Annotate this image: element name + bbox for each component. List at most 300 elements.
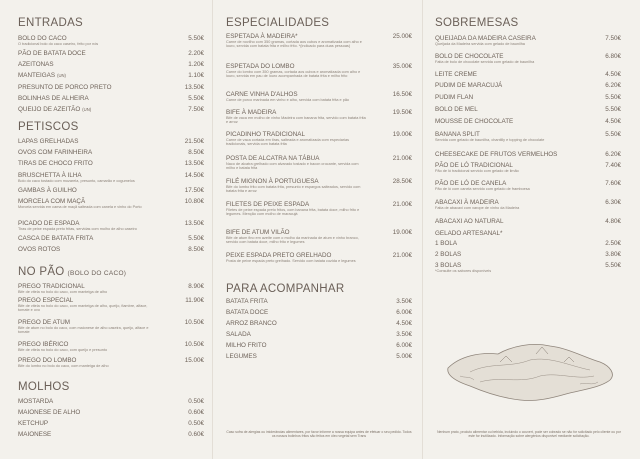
menu-item-row (18, 409, 204, 416)
menu-item-name: PREGO DO LOMBO (18, 357, 77, 364)
fold-line-left (212, 0, 213, 459)
menu-item-name-wrap (226, 298, 268, 305)
menu-item-name-wrap (435, 106, 478, 113)
menu-item (18, 283, 204, 294)
menu-item (18, 220, 204, 231)
menu-item-description: Carne de porco marinada em vinho e alho, servida com batata frita e pão (226, 98, 350, 102)
menu-item-row (435, 94, 621, 101)
menu-item-description: Bife de vitela no bolo do caco, com manteiga de alho (18, 290, 108, 294)
menu-item-row (435, 131, 621, 138)
menu-item-name-wrap (435, 35, 536, 42)
menu-item-name-wrap (18, 35, 67, 42)
menu-item-name-wrap (18, 297, 73, 304)
menu-item-name: MOSTARDA (18, 398, 54, 405)
menu-item-name-wrap (226, 131, 305, 138)
menu-item-price: 2.50€ (605, 240, 621, 247)
menu-item-name-wrap (226, 63, 294, 70)
menu-item-name: OVOS ROTOS (18, 246, 61, 253)
menu-item (435, 106, 621, 113)
menu-item-name-wrap (226, 178, 319, 185)
menu-item (18, 138, 204, 145)
menu-item (435, 199, 621, 210)
menu-item-price: 8.50€ (188, 149, 204, 156)
menu-item-description: Bife do lombo frito com batata frita, presunto e espargos salteados, servido com batata frita e arroz (226, 185, 361, 194)
menu-item-price: 4.50€ (605, 71, 621, 78)
menu-item-name: SALADA (226, 331, 251, 338)
menu-item (226, 309, 412, 316)
menu-item-row (435, 35, 621, 42)
menu-item (18, 198, 204, 209)
menu-item-name: FILÉ MIGNON À PORTUGUESA (226, 178, 319, 185)
menu-item-name-wrap (226, 33, 298, 40)
menu-item-name: BRUSCHETTA À ILHA (18, 172, 82, 179)
menu-item (226, 320, 412, 327)
menu-item-price: 7.40€ (605, 162, 621, 169)
menu-item-name: BATATA DOCE (226, 309, 269, 316)
menu-item-name-wrap (435, 262, 461, 269)
menu-item-price: 5.50€ (188, 35, 204, 42)
menu-item (226, 33, 412, 49)
menu-item-price: 8.90€ (188, 283, 204, 290)
menu-item-name-wrap (18, 409, 80, 416)
menu-item-price: 25.00€ (392, 33, 412, 40)
menu-item-name: MANTEIGAS (18, 72, 56, 79)
menu-item-row (18, 106, 204, 113)
menu-item-description: Bife do lombo no bolo do caco, com manteiga de alho (18, 364, 109, 368)
menu-item (18, 246, 204, 253)
menu-item-price: 13.50€ (184, 160, 204, 167)
menu-item-row (226, 109, 412, 116)
menu-item-row (435, 71, 621, 78)
menu-item-price: 4.50€ (605, 118, 621, 125)
menu-item-price: 4.80€ (605, 218, 621, 225)
menu-item-name-wrap (226, 342, 266, 349)
menu-item-name-wrap (226, 309, 268, 316)
menu-item (18, 297, 204, 313)
menu-item-name-wrap (435, 151, 557, 158)
menu-item (226, 91, 412, 102)
section-heading (18, 381, 70, 393)
menu-item-row (18, 297, 204, 304)
menu-item-name: MAIONESE DE ALHO (18, 409, 81, 416)
section-title: ESPECIALIDADES (226, 17, 330, 29)
menu-item (435, 162, 621, 173)
section-title: PARA ACOMPANHAR (226, 283, 345, 295)
menu-item-price: 6.30€ (605, 199, 621, 206)
menu-item-row (226, 309, 412, 316)
menu-item-row (18, 283, 204, 290)
menu-item-price: 5.00€ (396, 353, 412, 360)
menu-item-name: PRESUNTO DE PORCO PRETO (18, 84, 112, 91)
menu-item-price: 21.00€ (392, 252, 412, 259)
menu-item (226, 229, 412, 245)
menu-item-row (435, 180, 621, 187)
menu-item-name-wrap (18, 84, 112, 91)
menu-item-price: 19.00€ (392, 229, 412, 236)
menu-item-price: 16.50€ (392, 91, 412, 98)
menu-item-name: PÃO DE LÓ TRADICIONAL (435, 162, 513, 169)
menu-item-row (18, 160, 204, 167)
menu-item-name: QUEIJADA DA MADEIRA CASEIRA (435, 35, 536, 42)
menu-item-name: BIFE DE ATUM VILÃO (226, 229, 290, 236)
menu-item-name-wrap (18, 149, 92, 156)
menu-item (18, 35, 204, 46)
menu-item-name-wrap (226, 320, 277, 327)
menu-item-name: FILETES DE PEIXE ESPADA (226, 201, 310, 208)
menu-item (18, 409, 204, 416)
menu-item-price: 0.60€ (188, 409, 204, 416)
menu-item-name: ARROZ BRANCO (226, 320, 277, 327)
menu-item (435, 218, 621, 225)
menu-item-row (226, 33, 412, 40)
menu-item-price: 6.80€ (605, 53, 621, 60)
menu-item-description: Pão de ló com canela servido com gelado de framboesa (435, 187, 530, 191)
menu-item-row (226, 342, 412, 349)
menu-item-name: LEITE CREME (435, 71, 477, 78)
menu-item-name-wrap (435, 82, 502, 89)
menu-item-row (18, 431, 204, 438)
menu-item (18, 235, 204, 242)
menu-item-name-wrap (18, 172, 82, 179)
menu-item-name-wrap (18, 95, 89, 102)
menu-item-name-wrap (18, 50, 86, 57)
menu-item-name: 1 BOLA (435, 240, 458, 247)
menu-item-price: 5.50€ (605, 94, 621, 101)
menu-item-name: PUDIM FLAN (435, 94, 474, 101)
menu-item-name: PÃO DE BATATA DOCE (18, 50, 86, 57)
menu-item-name: QUEIJO DE AZEITÃO (18, 106, 81, 113)
menu-item-name: AZEITONAS (18, 61, 54, 68)
menu-item-row (18, 235, 204, 242)
menu-item-name: PREGO DE ATUM (18, 319, 71, 326)
menu-item-row (226, 331, 412, 338)
menu-item-price: 3.80€ (605, 251, 621, 258)
menu-item (18, 106, 204, 113)
menu-item-row (18, 187, 204, 194)
menu-item-row (435, 162, 621, 169)
section-heading (18, 121, 79, 133)
menu-item-name-wrap (435, 251, 461, 258)
menu-item-name-wrap (435, 118, 513, 125)
menu-item (18, 84, 204, 91)
section-title: PETISCOS (18, 121, 79, 133)
menu-item-description: Pão de ló tradicional servido com gelado de limão (435, 169, 519, 173)
menu-item-name: PICADINHO TRADICIONAL (226, 131, 305, 138)
menu-item-row (435, 53, 621, 60)
menu-item (435, 131, 621, 142)
menu-item-price: 13.50€ (184, 220, 204, 227)
menu-item-name: PÃO DE LÓ DE CANELA (435, 180, 507, 187)
menu-item-name-wrap (226, 155, 319, 162)
menu-item-name-wrap (18, 319, 70, 326)
menu-item-name-wrap (18, 61, 54, 68)
menu-item (435, 53, 621, 64)
menu-item-name-wrap (226, 331, 251, 338)
menu-item-row (18, 95, 204, 102)
menu-item-row (18, 246, 204, 253)
menu-item-price: 0.60€ (188, 431, 204, 438)
menu-item-name: 3 BOLAS (435, 262, 462, 269)
menu-item-name: GAMBAS À GUILHO (18, 187, 77, 194)
menu-item-name-wrap (18, 187, 77, 194)
menu-item-price: 11.90€ (185, 297, 204, 304)
menu-item (18, 357, 204, 368)
menu-item-description: Bife de atum no bolo do caco, com maionese de alho caseira, queijo, alface e tomate (18, 326, 149, 335)
menu-item-name-wrap (18, 420, 48, 427)
menu-item-name-wrap (435, 53, 503, 60)
menu-item (435, 94, 621, 101)
menu-item-row (226, 320, 412, 327)
menu-item-row (435, 82, 621, 89)
menu-item-row (18, 198, 204, 205)
menu-item-row (226, 131, 412, 138)
section-heading (226, 17, 329, 29)
menu-item-price: 6.00€ (396, 342, 412, 349)
menu-item-price: 6.20€ (605, 82, 621, 89)
menu-item-description: Carne do lombo com 350 gramas, cortada aos cubos e aromatizada com alho e louro, servida em pau de louro acompanhada de batata frita e milho frito (226, 70, 361, 79)
menu-item (226, 131, 412, 147)
menu-item-name: KETCHUP (18, 420, 49, 427)
menu-item-name-wrap (435, 71, 477, 78)
menu-item-name: MORCELA COM MAÇÃ (18, 198, 86, 205)
menu-item-price: 21.00€ (392, 201, 412, 208)
section-title: NO PÃO (18, 266, 65, 278)
menu-item (18, 187, 204, 194)
menu-item (18, 431, 204, 438)
menu-item-name: PREGO IBÉRICO (18, 341, 69, 348)
menu-item-unit: (UN) (57, 73, 66, 78)
menu-item-row (435, 118, 621, 125)
menu-item-row (18, 319, 204, 326)
menu-item-name-wrap (18, 283, 85, 290)
menu-item-price: 5.50€ (605, 106, 621, 113)
menu-item-row (435, 151, 621, 158)
menu-item-name-wrap (435, 180, 506, 187)
menu-item-row (18, 61, 204, 68)
menu-item (435, 151, 621, 158)
section-title: SOBREMESAS (435, 17, 519, 29)
menu-item (435, 180, 621, 191)
menu-item-price: 35.00€ (392, 63, 412, 70)
menu-item-name-wrap (18, 198, 85, 205)
menu-item-description: Morcela servida em cama de maçã salteada com canela e vinho do Porto (18, 205, 142, 209)
section-heading (226, 283, 344, 295)
menu-item-name: MOUSSE DE CHOCOLATE (435, 118, 514, 125)
menu-item (435, 230, 621, 237)
menu-item-name: BOLINHAS DE ALHEIRA (18, 95, 89, 102)
menu-item-price: 13.50€ (184, 84, 204, 91)
menu-item-price: 21.50€ (184, 138, 204, 145)
menu-item-row (435, 230, 621, 237)
menu-item-description: Fatia de bolo de chocolate servida com gelado de baunilha (435, 60, 535, 64)
menu-item-row (226, 229, 412, 236)
menu-item-name-wrap (226, 91, 298, 98)
menu-item (435, 240, 621, 247)
menu-item-row (226, 353, 412, 360)
menu-item-description: Carne de novilho com 350 gramas, cortada aos cubos e aromatizada com alho e louro, servida com batata frita e milho frito. *(indicado para duas pessoas) (226, 40, 362, 49)
menu-item (18, 61, 204, 68)
menu-item-row (18, 50, 204, 57)
menu-item-name: OVOS COM FARINHEIRA (18, 149, 93, 156)
menu-item-price: 15.00€ (184, 357, 204, 364)
menu-item-name: PUDIM DE MARACUJÁ (435, 82, 503, 89)
menu-item-description: Bolo do caco tostado com mozarela, presunto, camarão e cogumelos (18, 179, 135, 183)
menu-item-name: CHEESECAKE DE FRUTOS VERMELHOS (435, 151, 558, 158)
menu-item-price: 0.50€ (188, 420, 204, 427)
menu-item-name: PREGO ESPECIAL (18, 297, 74, 304)
menu-item-row (18, 172, 204, 179)
menu-item-row (18, 341, 204, 348)
menu-item-row (18, 84, 204, 91)
menu-item-name: CASCA DE BATATA FRITA (18, 235, 94, 242)
menu-item (18, 420, 204, 427)
menu-item-name-wrap (18, 72, 66, 79)
menu-item (18, 50, 204, 57)
menu-item-name: 2 BOLAS (435, 251, 462, 258)
menu-item-description: Bife de vitela no bolo do caco, com queijo e presunto (18, 348, 108, 352)
menu-item-price: 4.50€ (396, 320, 412, 327)
menu-item-name: POSTA DE ALCATRA NA TÁBUA (226, 155, 320, 162)
menu-item-row (226, 91, 412, 98)
menu-item (226, 109, 412, 125)
menu-item-description: Fatia de abacaxi com xarope de vinho da Madeira (435, 206, 520, 210)
menu-item-description: Carne de vaca cortada em tiras, salteada e aromatizada com especiarias tradicionais, servida com batata frita (226, 138, 350, 147)
menu-item-name: MILHO FRITO (226, 342, 267, 349)
menu-item-name: BIFE À MADEIRA (226, 109, 277, 116)
menu-item-row (18, 72, 204, 79)
menu-item-price: 21.00€ (392, 155, 412, 162)
menu-item (226, 63, 412, 79)
menu-item (18, 341, 204, 352)
menu-item-row (226, 155, 412, 162)
menu-item-name-wrap (18, 106, 91, 113)
menu-item-price: 6.00€ (396, 309, 412, 316)
allergy-note: Caso sofra de alergias ou intolerâncias alimentares, por favor informe a nossa equipa antes de efetuar o seu pedido. Todos os nossos bolinhos fritos são feitos em óleo vegetal sem Trans (226, 430, 412, 439)
menu-item-name-wrap (435, 94, 473, 101)
menu-item-name-wrap (18, 398, 53, 405)
menu-item-row (435, 251, 621, 258)
menu-item-row (435, 199, 621, 206)
menu-item-price: 19.00€ (392, 131, 412, 138)
menu-item-price: 7.50€ (188, 106, 204, 113)
menu-item-row (435, 240, 621, 247)
menu-item-name-wrap (435, 218, 503, 225)
menu-item-name-wrap (226, 201, 309, 208)
menu-item-name-wrap (18, 235, 93, 242)
menu-item-row (435, 106, 621, 113)
menu-item-row (18, 220, 204, 227)
menu-item-unit: (UN) (82, 107, 92, 112)
menu-item-name-wrap (18, 357, 76, 364)
menu-item-row (226, 201, 412, 208)
menu-item (226, 252, 412, 263)
menu-item-name: CARNE VINHA D'ALHOS (226, 91, 298, 98)
menu-item-name-wrap (435, 162, 513, 169)
menu-item-name-wrap (18, 341, 68, 348)
fold-line-right (422, 0, 423, 459)
menu-item-price: 10.50€ (184, 319, 204, 326)
menu-item-name-wrap (18, 138, 78, 145)
menu-item-price: 6.20€ (605, 151, 621, 158)
menu-item (435, 118, 621, 125)
menu-item (18, 160, 204, 167)
menu-item-name: TIRAS DE CHOCO FRITO (18, 160, 93, 167)
menu-item-name: BANANA SPLIT (435, 131, 480, 138)
menu-item (18, 398, 204, 405)
section-heading (18, 266, 126, 278)
menu-item-row (435, 218, 621, 225)
menu-item-name: PICADO DE ESPADA (18, 220, 80, 227)
menu-item (435, 35, 621, 46)
menu-item-name-wrap (226, 353, 257, 360)
menu-item-name-wrap (226, 109, 276, 116)
menu-item-name: PREGO TRADICIONAL (18, 283, 85, 290)
section-heading (18, 17, 83, 29)
menu-item-name-wrap (18, 246, 60, 253)
menu-item-price: 10.80€ (184, 198, 204, 205)
menu-item (226, 178, 412, 194)
menu-item-name: PEIXE ESPADA PRETO GRELHADO (226, 252, 332, 259)
menu-item-description: Naco de alcatra grelhado com alvarado tostado e bacon crocante, servida com milho e batata frita (226, 162, 359, 171)
menu-item-name: BATATA FRITA (226, 298, 268, 305)
couvert-note: Nenhum prato, produto alimentar ou bebida, incluindo o couvert, pode ser cobrado se não for solicitado pelo cliente ou por este for inutilizado. Informação sobre alergénios disponível mediante solicitação. (437, 430, 621, 439)
menu-item-price: 28.50€ (392, 178, 412, 185)
menu-item-row (226, 63, 412, 70)
menu-item-price: 5.50€ (188, 235, 204, 242)
menu-item-price: 0.50€ (188, 398, 204, 405)
menu-item-description: Bife de atum fino em azeite com o molho da marinada de atum e vinho branco, servido com batata doce, milho frito e legumes (226, 236, 359, 245)
menu-item-name-wrap (18, 431, 51, 438)
menu-item-price: 5.50€ (605, 262, 621, 269)
menu-item (226, 155, 412, 171)
menu-item-price: 10.50€ (184, 341, 204, 348)
menu-item (18, 172, 204, 183)
menu-item-name: BOLO DO CACO (18, 35, 67, 42)
menu-item-price: 3.50€ (396, 331, 412, 338)
menu-item-name-wrap (435, 230, 502, 237)
menu-item-name-wrap (18, 220, 79, 227)
menu-item-description: Servida com gelado de baunilha, chantilly e topping de chocolate (435, 138, 545, 142)
section-title: MOLHOS (18, 381, 70, 393)
menu-item-name: ABACAXI AO NATURAL (435, 218, 504, 225)
section-subtitle: (BOLO DO CACO) (67, 270, 127, 277)
menu-item-row (18, 35, 204, 42)
menu-item-row (18, 149, 204, 156)
menu-item (18, 95, 204, 102)
menu-item (435, 251, 621, 258)
madeira-island-sketch-icon (440, 332, 620, 412)
menu-item-price: 19.50€ (392, 109, 412, 116)
menu-item-price: 5.50€ (605, 131, 621, 138)
menu-item-name-wrap (226, 252, 331, 259)
menu-item-row (18, 138, 204, 145)
menu-item-price: 14.50€ (184, 172, 204, 179)
menu-item-name: ABACAXI À MADEIRA (435, 199, 499, 206)
menu-item (18, 149, 204, 156)
section-title: ENTRADAS (18, 17, 84, 29)
menu-item-description: Queijada da Madeira servida com gelado de baunilha (435, 42, 525, 46)
menu-item-name: ESPETADA À MADEIRA* (226, 33, 298, 40)
menu-item-price: 7.60€ (605, 180, 621, 187)
menu-item-name: GELADO ARTESANAL* (435, 230, 503, 237)
menu-item-name: LEGUMES (226, 353, 257, 360)
menu-item-description: Posta de peixe espada preto grelhado. Servido com batata cozida e legumes (226, 259, 356, 263)
menu-item (435, 82, 621, 89)
menu-item-name: BOLO DE CHOCOLATE (435, 53, 504, 60)
menu-item (18, 72, 204, 79)
menu-item (226, 331, 412, 338)
menu-item (226, 353, 412, 360)
